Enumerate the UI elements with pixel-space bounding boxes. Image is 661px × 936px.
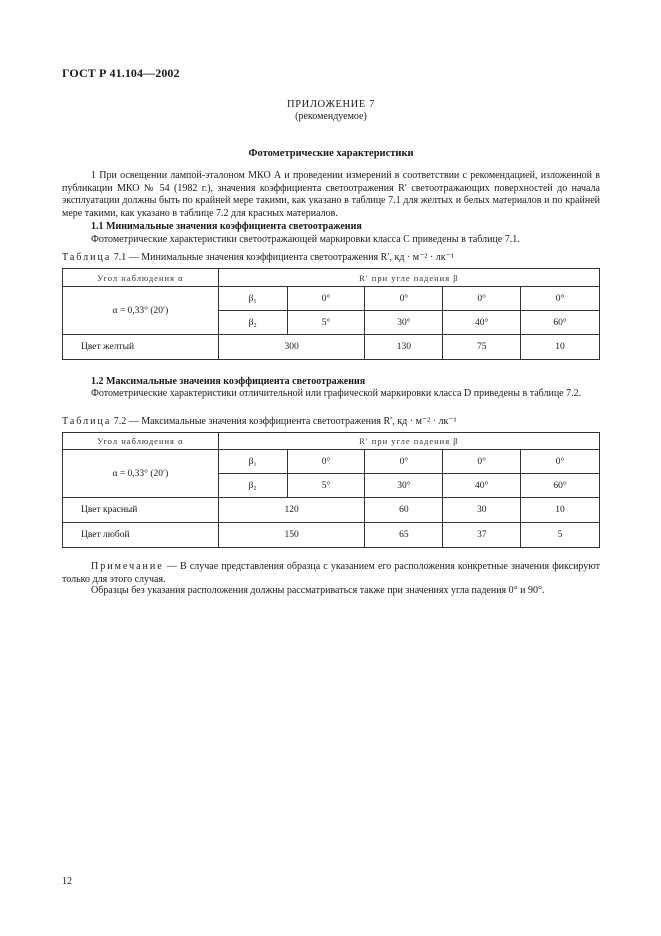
table-cell: 65 [365, 523, 443, 548]
document-header: ГОСТ Р 41.104—2002 [62, 66, 180, 80]
section-1-1-text: Фотометрические характеристики светоотражающей маркировки класса С приведены в таблице 7.1. [91, 234, 520, 245]
table-cell: 0° [443, 287, 521, 311]
table-7-1-caption [62, 252, 600, 263]
appendix-label: ПРИЛОЖЕНИЕ 7 [287, 99, 375, 110]
table-7-1 [62, 268, 600, 360]
table-cell: 40° [443, 311, 521, 335]
beta-label: β₂ [218, 311, 287, 335]
caption-text: 7.2 — Максимальные значения коэффициента светоотражения R′, кд · м⁻² · лк⁻¹ [113, 416, 457, 427]
table-cell: 120 [218, 498, 365, 523]
section-1-1-heading: 1.1 Минимальные значения коэффициента светоотражения [91, 221, 362, 232]
table-cell: 300 [218, 335, 365, 360]
table-cell: 10 [521, 335, 600, 360]
beta-label: β₁ [218, 287, 287, 311]
table-cell: 30 [443, 498, 521, 523]
table-cell: 40° [443, 474, 521, 498]
caption-word: Таблица [62, 252, 112, 263]
table-cell: 5 [521, 523, 600, 548]
table-cell: 0° [365, 450, 443, 474]
table-cell: 37 [443, 523, 521, 548]
table-cell: 10 [521, 498, 600, 523]
caption-text: 7.1 — Минимальные значения коэффициента светоотражения R′, кд · м⁻² · лк⁻¹ [113, 252, 454, 263]
table-cell: 60° [521, 311, 600, 335]
table-cell: 0° [365, 287, 443, 311]
note-text: — В случае представления образца с указанием его расположения конкретные значения фиксируют только для этого случая. [62, 561, 601, 585]
row-label: Цвет красный [63, 498, 219, 523]
col-header-angle: Угол наблюдения α [63, 269, 219, 287]
table-cell: 0° [287, 287, 365, 311]
appendix-title: Фотометрические характеристики [248, 148, 414, 159]
section-1-2-heading: 1.2 Максимальные значения коэффициента светоотражения [91, 376, 366, 387]
table-cell: 75 [443, 335, 521, 360]
beta-label: β₁ [218, 450, 287, 474]
note [62, 561, 600, 586]
table-cell: 0° [443, 450, 521, 474]
table-cell: 150 [218, 523, 365, 548]
table-cell: 130 [365, 335, 443, 360]
table-cell: 30° [365, 311, 443, 335]
caption-word: Таблица [62, 416, 112, 427]
alpha-cell: α = 0,33° (20′) [63, 450, 219, 498]
row-label: Цвет любой [63, 523, 219, 548]
col-header-angle: Угол наблюдения α [63, 433, 219, 450]
alpha-cell: α = 0,33° (20′) [63, 287, 219, 335]
row-label: Цвет желтый [63, 335, 219, 360]
table-cell: 60 [365, 498, 443, 523]
paragraph-1: 1 При освещении лампой-эталоном МКО А и проведении измерений в соответствии с рекомендацией, изложенной в публикации МКО № 54 (1982 г.), значения коэффициента светоотражения R′ светоотражающих поверхностей до начала эксплуатации должны быть по крайней мере такими, как указано в таблице 7.1 для желтых и белых материалов и по крайней мере такими, как указано в таблице 7.2 для красных материалов. [62, 170, 600, 219]
table-7-2 [62, 432, 600, 548]
table-cell: 0° [521, 287, 600, 311]
col-header-r: R′ при угле падения β [218, 269, 599, 287]
table-cell: 60° [521, 474, 600, 498]
table-7-2-caption [62, 416, 600, 427]
table-cell: 5° [287, 474, 365, 498]
page-number: 12 [62, 876, 72, 887]
note-word: Примечание [91, 561, 164, 572]
table-cell: 0° [521, 450, 600, 474]
paragraph-last: Образцы без указания расположения должны рассматриваться также при значениях угла падения 0° и 90°. [91, 585, 545, 596]
appendix-status: (рекомендуемое) [295, 111, 367, 122]
table-cell: 5° [287, 311, 365, 335]
section-1-2-text: Фотометрические характеристики отличительной или графической маркировки класса D приведены в таблице 7.2. [91, 388, 582, 399]
col-header-r: R′ при угле падения β [218, 433, 599, 450]
table-cell: 0° [287, 450, 365, 474]
beta-label: β₂ [218, 474, 287, 498]
table-cell: 30° [365, 474, 443, 498]
